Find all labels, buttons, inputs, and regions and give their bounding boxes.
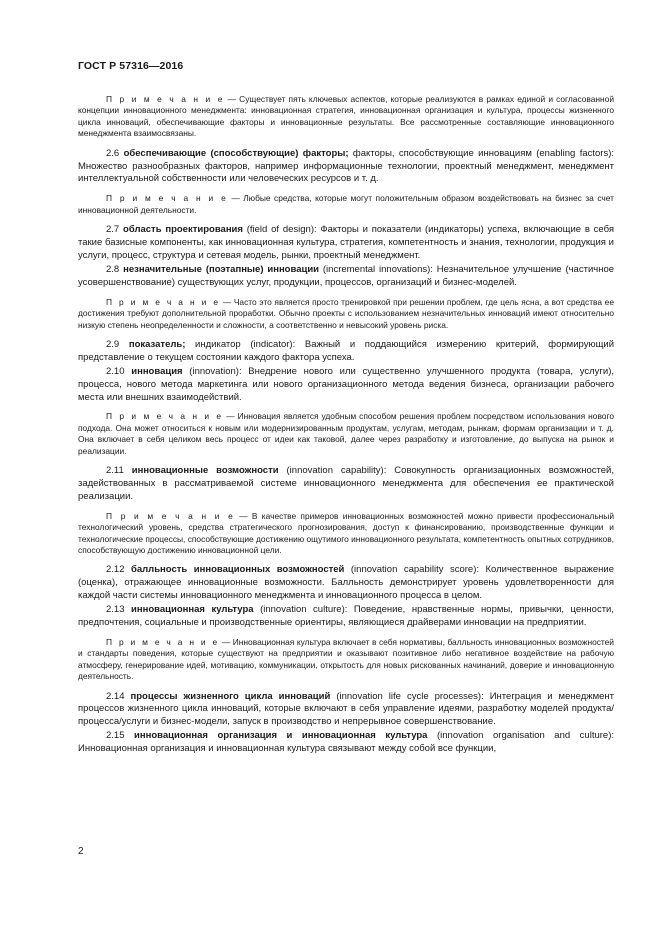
term-number: 2.6 <box>106 147 120 159</box>
term-text: (innovation life cycle processes): Интеграция и менеджмент процессов жизненного цикла инноваций, которые включают в себя управление идеями, разработку моделей продукта/процесса/услуги и бизнес-модели, запуск в производство и непрерывное совершенствование. <box>78 690 615 728</box>
note-paragraph <box>78 511 614 557</box>
note-paragraph <box>78 297 614 331</box>
term-name: инновационные возможности <box>131 465 279 477</box>
document-header: ГОСТ Р 57316—2016 <box>78 60 184 72</box>
term-number: 2.9 <box>106 338 120 350</box>
term-number: 2.7 <box>106 224 120 236</box>
note-text: — Инновация является удобным способом решения проблем посредством использования нового подхода. Она может относиться к новым или модернизированным продуктам, услугам, методам, рынкам, формам организации и т. д. Она включает в себя целиком весь процесс от идеи как таковой, далее через разработку и изготовление, до выпуска на рынок и реализации. <box>78 411 614 456</box>
note-label: П р и м е ч а н и е <box>106 636 220 647</box>
term-definition <box>78 564 614 603</box>
term-definition <box>78 604 614 630</box>
note-label: П р и м е ч а н и е <box>106 296 221 307</box>
term-name: незначительные (поэтапные) инновации <box>123 263 320 275</box>
term-text: (field of design): Факторы и показатели (индикаторы) успеха, включающие в себя такие базисные компоненты, как инновационная культура, стратегия, компетентность и знания, технологии, продукция и услуги, процесс, структура и сетевая модель, рынки, проектный менеджмент. <box>78 224 614 261</box>
document-body <box>78 94 614 763</box>
term-text: (innovation culture): Поведение, нравственные нормы, привычки, ценности, предпочтения, социальные и производственные ориентиры, являющиеся драйверами инновации на предприятии. <box>78 604 615 629</box>
term-number: 2.10 <box>106 365 125 377</box>
term-name: область проектирования <box>123 224 243 236</box>
note-text: — Существует пять ключевых аспектов, которые реализуются в рамках единой и согласованной концепции инновационного менеджмента: инновационная стратегия, инновационная организация и культура, процессы жизненного цикла инноваций, обеспечивающие факторы и инновационные результаты. Все рассмотренные составляющие инновационного менеджмента взаимосвязаны. <box>78 94 615 139</box>
term-text: индикатор (indicator): Важный и поддающийся измерению критерий, формирующий представление о текущем состоянии каждого фактора успеха. <box>78 338 614 363</box>
term-number: 2.15 <box>106 730 125 742</box>
term-definition <box>78 465 614 504</box>
term-definition <box>78 366 614 405</box>
term-definition <box>78 730 614 756</box>
term-text: факторы, способствующие инновациям (enabling factors): Множество разнообразных факторов, например информационные технологии, проектный менеджмент, менеджмент интеллектуальной собственности или человеческих ресурсов и т. д. <box>78 147 615 185</box>
term-definition <box>78 264 614 290</box>
term-number: 2.13 <box>106 604 125 616</box>
term-text: (innovation organisation and culture): Инновационная организация и инновационная культура связывают между собой все функции, <box>78 730 614 755</box>
term-definition <box>78 339 614 365</box>
term-text: (innovation capability): Совокупность организационных возможностей, задействованных в рассматриваемой системе инновационного менеджмента для обеспечения ее практической реализации. <box>78 465 614 502</box>
page-number: 2 <box>78 846 84 857</box>
term-name: показатель; <box>128 338 186 350</box>
note-paragraph <box>78 637 614 683</box>
term-name: инновация <box>131 365 183 377</box>
note-label: П р и м е ч а н и е <box>106 193 228 204</box>
note-text: — Инновационная культура включает в себя нормативы, балльность инновационных возможностей и стандарты поведения, которые существуют на предприятии и оказывают позитивное либо негативное воздействие на рабочую атмосферу, генерирование идей, мотивацию, коммуникации, открытость для новых рискованных начинаний, доверие и инновационную деятельность. <box>78 636 614 682</box>
term-number: 2.14 <box>106 690 125 702</box>
term-text: (incremental innovations): Незначительное улучшение (частичное усовершенствование) существующих услуг, продукции, процессов, организаций и бизнес-моделей. <box>78 263 615 288</box>
term-name: балльность инновационных возможностей <box>131 564 345 576</box>
term-number: 2.11 <box>106 465 124 477</box>
term-definition <box>78 224 614 263</box>
term-text: (innovation capability score): Количественное выражение (оценка), отражающее инновационные возможности. Балльность демонстрирует уровень удовлетворенности для каждой части системы инновационного менеджмента и инновационного процесса в целом. <box>78 564 614 602</box>
term-name: инновационная культура <box>131 604 254 616</box>
note-label: П р и м е ч а н и е <box>106 510 235 521</box>
note-paragraph <box>78 193 614 216</box>
term-number: 2.12 <box>106 564 125 576</box>
note-text: — Часто это является просто тренировкой при решении проблем, где цель ясна, а вот средства ее достижения требуют дополнительной проработки. Обычно проекты с использованием незначительных инноваций имеют относительно низкую степень неопределенности и сложности, а соответственно и невысокий уровень риска. <box>78 296 614 330</box>
term-number: 2.8 <box>106 263 120 275</box>
term-name: инновационная организация и инновационная культура <box>134 730 428 742</box>
term-name: обеспечивающие (способствующие) факторы; <box>123 147 349 159</box>
term-text: (innovation): Внедрение нового или существенно улучшенного продукта (товара, услуги), процесса, нового метода маркетинга или нового организационного метода ведения бизнеса, организации рабочего места или внешних взаимодействий. <box>78 365 615 403</box>
term-definition <box>78 691 614 730</box>
note-text: — Любые средства, которые могут положительным образом воздействовать на бизнес за счет инновационной деятельности. <box>78 193 615 215</box>
note-paragraph <box>78 94 614 140</box>
note-text: — В качестве примеров инновационных возможностей можно привести профессиональный технологический уровень, средства стратегического прогнозирования, доступ к финансированию, производственные функции и технологические процессы, способствующие достижению ощутимого инновационного результата, компетентность опытных сотрудников, способствующую достижению инновационной цели. <box>78 510 615 555</box>
term-name: процессы жизненного цикла инноваций <box>130 690 331 702</box>
note-label: П р и м е ч а н и е <box>106 94 225 104</box>
note-paragraph <box>78 411 614 457</box>
term-definition <box>78 148 614 187</box>
note-label: П р и м е ч а н и е <box>106 411 224 422</box>
